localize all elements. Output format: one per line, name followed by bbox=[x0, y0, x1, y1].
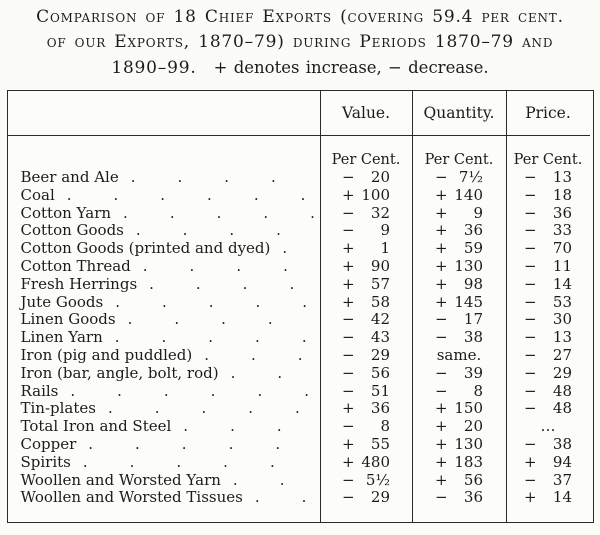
quantity-cell bbox=[412, 329, 506, 347]
spacer-cell bbox=[412, 507, 506, 522]
price-number: 70 bbox=[552, 239, 572, 258]
quantity-number: 8 bbox=[473, 381, 483, 400]
export-name: Beer and Ale bbox=[20, 168, 119, 186]
value-sign: + bbox=[342, 399, 355, 418]
price-sign: − bbox=[524, 363, 537, 382]
price-number: 53 bbox=[552, 292, 572, 311]
quantity-number: 7½ bbox=[458, 168, 483, 186]
export-name: Tin-plates bbox=[20, 399, 96, 418]
price-sign: − bbox=[524, 345, 537, 364]
export-name: Woollen and Worsted Tissues bbox=[20, 488, 243, 507]
quantity-cell bbox=[412, 418, 506, 436]
value-number: 36 bbox=[370, 399, 390, 418]
value-cell bbox=[320, 436, 412, 454]
price-cell bbox=[506, 347, 590, 365]
quantity-sign: + bbox=[435, 399, 448, 418]
price-number: 14 bbox=[552, 274, 572, 293]
export-name-cell bbox=[8, 454, 320, 472]
table-row bbox=[8, 187, 593, 205]
page-title bbox=[0, 0, 600, 81]
unit-label-price: Per Cent. bbox=[506, 136, 590, 169]
value-sign: − bbox=[342, 381, 355, 400]
value-number: 9 bbox=[380, 221, 390, 240]
export-name: Coal bbox=[20, 185, 55, 204]
quantity-sign: + bbox=[435, 221, 448, 240]
price-cell bbox=[506, 400, 590, 418]
quantity-number: 36 bbox=[463, 488, 483, 507]
leader-dots bbox=[233, 472, 316, 490]
table-row bbox=[8, 454, 593, 472]
export-name-cell bbox=[8, 472, 320, 490]
quantity-cell bbox=[412, 276, 506, 294]
export-name: Cotton Goods bbox=[20, 221, 124, 240]
unit-label-quantity: Per Cent. bbox=[412, 136, 506, 169]
price-number: 36 bbox=[552, 203, 572, 222]
value-cell bbox=[320, 454, 412, 472]
price-cell bbox=[506, 258, 590, 276]
table-row bbox=[8, 258, 593, 276]
quantity-cell bbox=[412, 187, 506, 205]
table-row bbox=[8, 489, 593, 507]
quantity-cell bbox=[412, 436, 506, 454]
table-row bbox=[8, 347, 593, 365]
export-name: Rails bbox=[20, 381, 59, 400]
export-name-cell bbox=[8, 436, 320, 454]
export-name-cell bbox=[8, 240, 320, 258]
export-name-cell bbox=[8, 383, 320, 401]
leader-dots bbox=[231, 365, 316, 383]
table-row bbox=[8, 276, 593, 294]
table-row bbox=[8, 400, 593, 418]
table-row bbox=[8, 169, 593, 187]
value-sign: + bbox=[342, 292, 355, 311]
value-cell bbox=[320, 240, 412, 258]
price-cell bbox=[506, 418, 590, 436]
price-number: 13 bbox=[552, 168, 572, 186]
export-name-cell bbox=[8, 489, 320, 507]
quantity-sign: + bbox=[435, 470, 448, 489]
export-name: Copper bbox=[20, 434, 77, 453]
value-number: 29 bbox=[370, 345, 390, 364]
quantity-number: same. bbox=[436, 345, 482, 364]
price-number: 48 bbox=[552, 399, 572, 418]
leader-dots bbox=[149, 276, 315, 294]
export-name: Total Iron and Steel bbox=[20, 417, 172, 436]
export-name-cell bbox=[8, 205, 320, 223]
unit-label-value: Per Cent. bbox=[320, 136, 412, 169]
export-name-cell bbox=[8, 169, 320, 187]
leader-dots bbox=[204, 347, 315, 365]
value-number: 100 bbox=[361, 185, 390, 204]
table-row bbox=[8, 294, 593, 312]
price-sign: − bbox=[524, 470, 537, 489]
value-sign: − bbox=[342, 363, 355, 382]
column-header-quantity: Quantity. bbox=[412, 91, 506, 136]
export-name: Linen Goods bbox=[20, 310, 116, 329]
quantity-number: 145 bbox=[454, 292, 483, 311]
price-sign: − bbox=[524, 221, 537, 240]
price-number: 94 bbox=[552, 452, 572, 471]
quantity-cell bbox=[412, 294, 506, 312]
column-header-price: Price. bbox=[506, 91, 590, 136]
value-cell bbox=[320, 187, 412, 205]
price-cell bbox=[506, 489, 590, 507]
value-cell bbox=[320, 222, 412, 240]
quantity-number: 59 bbox=[463, 239, 483, 258]
quantity-number: 56 bbox=[463, 470, 483, 489]
table-row bbox=[8, 383, 593, 401]
value-number: 51 bbox=[370, 381, 390, 400]
quantity-cell bbox=[412, 222, 506, 240]
leader-dots bbox=[131, 169, 316, 187]
quantity-sign: − bbox=[435, 168, 448, 186]
table-row bbox=[8, 365, 593, 383]
value-sign: + bbox=[342, 434, 355, 453]
price-cell bbox=[506, 294, 590, 312]
table-row bbox=[8, 240, 593, 258]
export-name: Woollen and Worsted Yarn bbox=[20, 470, 221, 489]
quantity-sign: + bbox=[435, 434, 448, 453]
quantity-number: 36 bbox=[463, 221, 483, 240]
price-cell bbox=[506, 436, 590, 454]
quantity-number: 150 bbox=[454, 399, 483, 418]
value-sign: − bbox=[342, 310, 355, 329]
export-name-cell bbox=[8, 418, 320, 436]
price-cell bbox=[506, 454, 590, 472]
quantity-sign: − bbox=[435, 381, 448, 400]
quantity-cell bbox=[412, 205, 506, 223]
value-sign: − bbox=[342, 488, 355, 507]
leader-dots bbox=[108, 400, 316, 418]
title-sign-legend: + denotes increase, − decrease. bbox=[213, 58, 489, 77]
table-subheader-row bbox=[8, 136, 593, 169]
table-header-row bbox=[8, 91, 593, 136]
export-name: Jute Goods bbox=[20, 292, 104, 311]
title-line-2: of our Exports, 1870–79) during Periods 1870–79 and bbox=[46, 32, 554, 52]
price-sign: + bbox=[524, 488, 537, 507]
price-cell bbox=[506, 365, 590, 383]
price-sign: − bbox=[524, 292, 537, 311]
leader-dots bbox=[128, 311, 316, 329]
value-number: 8 bbox=[380, 417, 390, 436]
value-number: 43 bbox=[370, 328, 390, 347]
value-number: 57 bbox=[370, 274, 390, 293]
value-sign: + bbox=[342, 185, 355, 204]
price-sign: − bbox=[524, 185, 537, 204]
quantity-sign: + bbox=[435, 274, 448, 293]
value-sign: − bbox=[342, 168, 355, 186]
value-number: 29 bbox=[370, 488, 390, 507]
quantity-sign: + bbox=[435, 452, 448, 471]
table-body bbox=[8, 169, 593, 507]
leader-dots bbox=[123, 205, 315, 223]
price-cell bbox=[506, 205, 590, 223]
table-row bbox=[8, 205, 593, 223]
title-period-range: 1890–99. bbox=[111, 58, 197, 78]
subheader-empty-cell bbox=[8, 136, 320, 169]
export-name: Iron (bar, angle, bolt, rod) bbox=[20, 363, 219, 382]
leader-dots bbox=[255, 489, 316, 507]
price-cell bbox=[506, 311, 590, 329]
value-sign: − bbox=[342, 328, 355, 347]
quantity-sign: + bbox=[435, 417, 448, 436]
price-cell bbox=[506, 472, 590, 490]
quantity-number: 20 bbox=[463, 417, 483, 436]
value-cell bbox=[320, 418, 412, 436]
leader-dots bbox=[115, 329, 316, 347]
value-number: 58 bbox=[370, 292, 390, 311]
price-cell bbox=[506, 383, 590, 401]
price-number: 27 bbox=[552, 345, 572, 364]
export-name: Linen Yarn bbox=[20, 328, 103, 347]
quantity-cell bbox=[412, 400, 506, 418]
export-name: Fresh Herrings bbox=[20, 274, 138, 293]
export-name-cell bbox=[8, 258, 320, 276]
price-cell bbox=[506, 240, 590, 258]
price-cell bbox=[506, 169, 590, 187]
value-sign: − bbox=[342, 221, 355, 240]
price-number: 29 bbox=[552, 363, 572, 382]
price-number: 33 bbox=[552, 221, 572, 240]
quantity-sign: − bbox=[435, 363, 448, 382]
price-number: … bbox=[540, 417, 556, 436]
price-cell bbox=[506, 222, 590, 240]
export-name-cell bbox=[8, 222, 320, 240]
value-number: 1 bbox=[380, 239, 390, 258]
export-name: Spirits bbox=[20, 452, 71, 471]
column-header-value: Value. bbox=[320, 91, 412, 136]
table-row bbox=[8, 329, 593, 347]
price-sign: − bbox=[524, 399, 537, 418]
export-name: Cotton Thread bbox=[20, 256, 131, 275]
value-cell bbox=[320, 258, 412, 276]
quantity-number: 130 bbox=[454, 434, 483, 453]
value-cell bbox=[320, 276, 412, 294]
price-sign: − bbox=[524, 168, 537, 186]
export-name: Iron (pig and puddled) bbox=[20, 345, 193, 364]
quantity-cell bbox=[412, 454, 506, 472]
price-number: 48 bbox=[552, 381, 572, 400]
quantity-sign: + bbox=[435, 203, 448, 222]
quantity-cell bbox=[412, 240, 506, 258]
leader-dots bbox=[143, 258, 316, 276]
quantity-cell bbox=[412, 347, 506, 365]
value-sign: + bbox=[342, 239, 355, 258]
price-number: 37 bbox=[552, 470, 572, 489]
price-sign: − bbox=[524, 256, 537, 275]
leader-dots bbox=[183, 418, 315, 436]
value-number: 90 bbox=[370, 256, 390, 275]
value-number: 5½ bbox=[365, 470, 390, 489]
quantity-cell bbox=[412, 169, 506, 187]
quantity-sign: + bbox=[435, 239, 448, 258]
price-sign: − bbox=[524, 381, 537, 400]
value-cell bbox=[320, 169, 412, 187]
value-number: 20 bbox=[370, 168, 390, 186]
table-row bbox=[8, 418, 593, 436]
export-name-cell bbox=[8, 400, 320, 418]
export-name-cell bbox=[8, 329, 320, 347]
title-line-3 bbox=[0, 55, 600, 81]
leader-dots bbox=[282, 240, 315, 258]
value-cell bbox=[320, 489, 412, 507]
table-row bbox=[8, 311, 593, 329]
quantity-sign: − bbox=[435, 310, 448, 329]
spacer-cell bbox=[506, 507, 590, 522]
price-sign: − bbox=[524, 239, 537, 258]
quantity-cell bbox=[412, 311, 506, 329]
price-sign: − bbox=[524, 274, 537, 293]
spacer-cell bbox=[320, 507, 412, 522]
value-cell bbox=[320, 383, 412, 401]
value-sign: − bbox=[342, 203, 355, 222]
quantity-sign: + bbox=[435, 256, 448, 275]
quantity-cell bbox=[412, 489, 506, 507]
value-cell bbox=[320, 472, 412, 490]
export-name-cell bbox=[8, 294, 320, 312]
exports-comparison-table bbox=[7, 90, 594, 523]
price-number: 18 bbox=[552, 185, 572, 204]
price-sign: − bbox=[524, 434, 537, 453]
leader-dots bbox=[70, 383, 315, 401]
export-name-cell bbox=[8, 187, 320, 205]
value-cell bbox=[320, 311, 412, 329]
value-number: 32 bbox=[370, 203, 390, 222]
value-number: 480 bbox=[361, 452, 390, 471]
value-cell bbox=[320, 347, 412, 365]
value-sign: + bbox=[342, 256, 355, 275]
leader-dots bbox=[67, 187, 316, 205]
quantity-sign: + bbox=[435, 185, 448, 204]
quantity-number: 17 bbox=[463, 310, 483, 329]
leader-dots bbox=[88, 436, 315, 454]
quantity-cell bbox=[412, 383, 506, 401]
value-cell bbox=[320, 365, 412, 383]
quantity-number: 9 bbox=[473, 203, 483, 222]
leader-dots bbox=[115, 294, 315, 312]
value-cell bbox=[320, 400, 412, 418]
export-name-cell bbox=[8, 276, 320, 294]
quantity-number: 98 bbox=[463, 274, 483, 293]
quantity-sign: − bbox=[435, 488, 448, 507]
export-name-cell bbox=[8, 347, 320, 365]
quantity-sign: − bbox=[435, 328, 448, 347]
value-number: 55 bbox=[370, 434, 390, 453]
quantity-number: 130 bbox=[454, 256, 483, 275]
table-row bbox=[8, 472, 593, 490]
value-number: 42 bbox=[370, 310, 390, 329]
price-number: 30 bbox=[552, 310, 572, 329]
export-name-cell bbox=[8, 311, 320, 329]
leader-dots bbox=[136, 222, 316, 240]
quantity-number: 183 bbox=[454, 452, 483, 471]
price-sign: + bbox=[524, 452, 537, 471]
value-sign: − bbox=[342, 470, 355, 489]
price-cell bbox=[506, 276, 590, 294]
corner-cell bbox=[8, 91, 320, 136]
value-sign: + bbox=[342, 274, 355, 293]
value-number: 56 bbox=[370, 363, 390, 382]
price-cell bbox=[506, 329, 590, 347]
value-sign: + bbox=[342, 452, 355, 471]
spacer-cell bbox=[8, 507, 320, 522]
leader-dots bbox=[83, 454, 316, 472]
title-line-1: Comparison of 18 Chief Exports (covering 59.4 per cent. bbox=[36, 7, 564, 27]
value-sign: − bbox=[342, 417, 355, 436]
value-cell bbox=[320, 329, 412, 347]
value-cell bbox=[320, 294, 412, 312]
price-sign: − bbox=[524, 203, 537, 222]
price-number: 13 bbox=[552, 328, 572, 347]
value-sign: − bbox=[342, 345, 355, 364]
export-name-cell bbox=[8, 365, 320, 383]
quantity-cell bbox=[412, 365, 506, 383]
export-name: Cotton Goods (printed and dyed) bbox=[20, 239, 271, 258]
export-name: Cotton Yarn bbox=[20, 203, 112, 222]
quantity-cell bbox=[412, 258, 506, 276]
price-number: 38 bbox=[552, 434, 572, 453]
price-sign: − bbox=[524, 310, 537, 329]
table-bottom-spacer bbox=[8, 507, 593, 522]
table-row bbox=[8, 436, 593, 454]
quantity-number: 39 bbox=[463, 363, 483, 382]
price-cell bbox=[506, 187, 590, 205]
price-number: 14 bbox=[552, 488, 572, 507]
quantity-number: 140 bbox=[454, 185, 483, 204]
price-sign: − bbox=[524, 328, 537, 347]
price-number: 11 bbox=[552, 256, 572, 275]
quantity-number: 38 bbox=[463, 328, 483, 347]
value-cell bbox=[320, 205, 412, 223]
quantity-sign: + bbox=[435, 292, 448, 311]
quantity-cell bbox=[412, 472, 506, 490]
table-row bbox=[8, 222, 593, 240]
